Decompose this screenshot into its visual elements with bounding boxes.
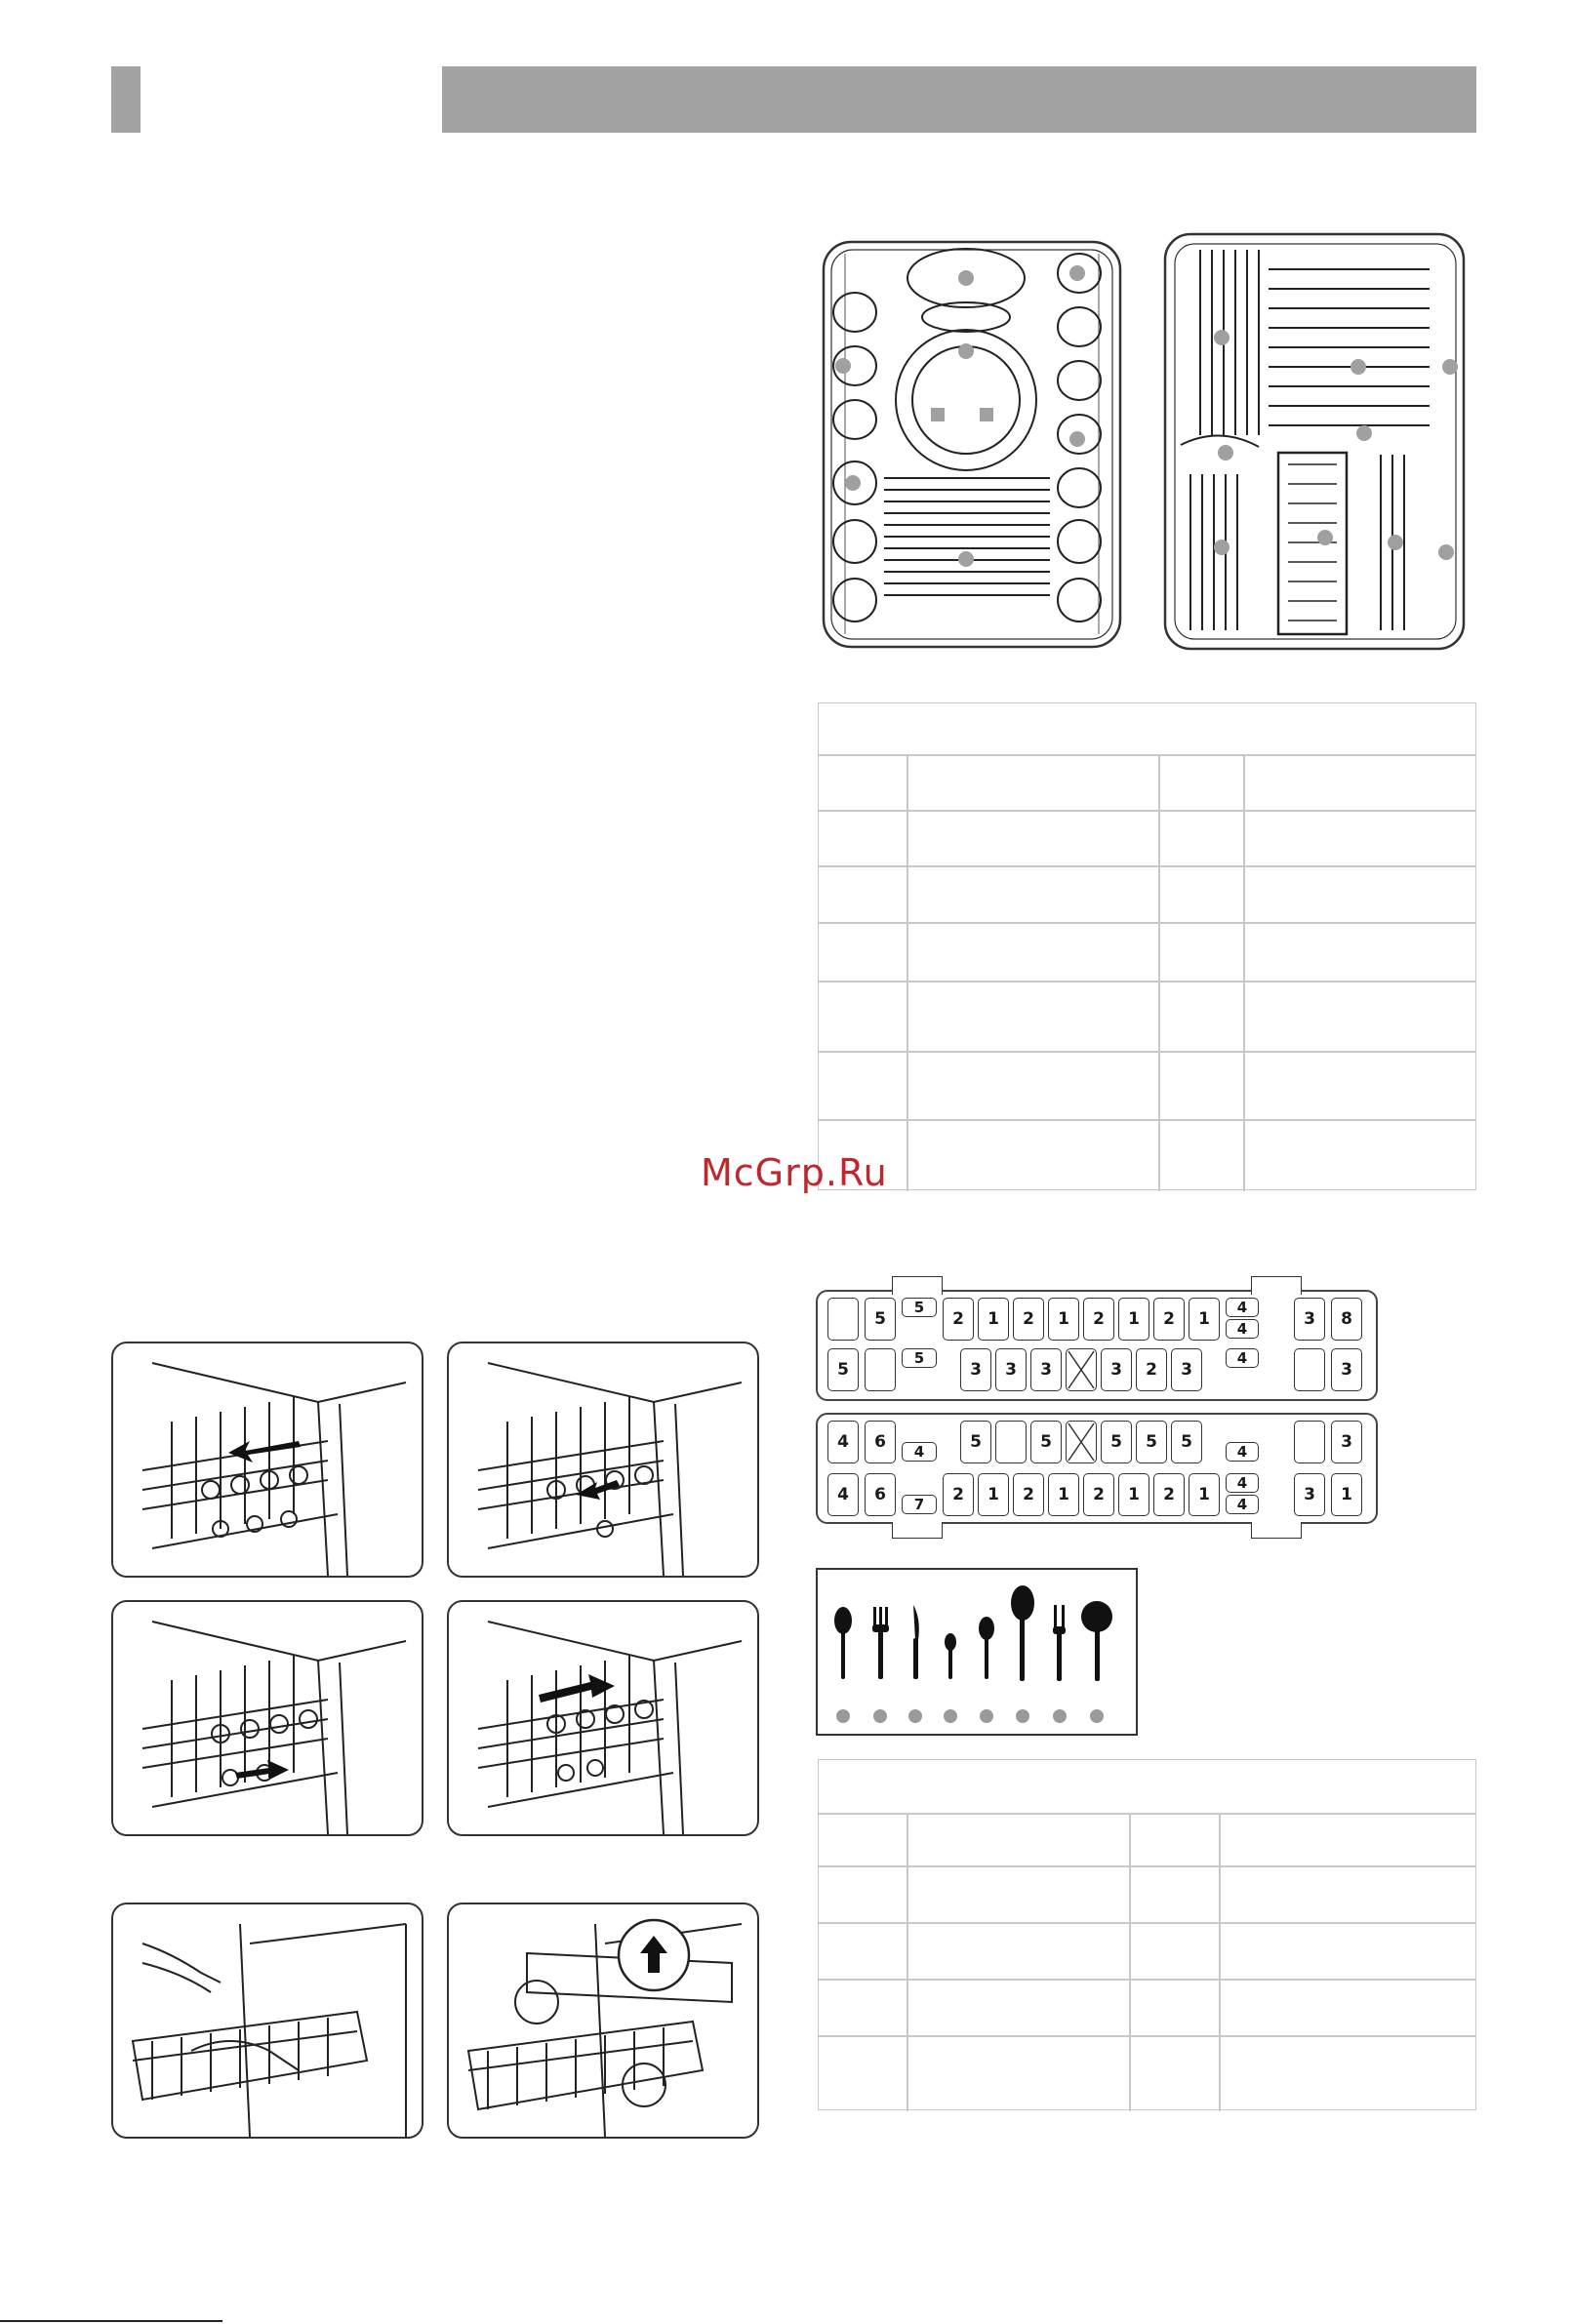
basket-slot: 2 (1013, 1473, 1044, 1516)
upper-rack-legend-table (818, 702, 1476, 1190)
basket-slot: 5 (960, 1421, 991, 1463)
basket-slot: 4 (1226, 1348, 1259, 1368)
basket-slot: 1 (1118, 1298, 1149, 1341)
basket-slot: 3 (1294, 1473, 1325, 1516)
basket-slot: 2 (1153, 1473, 1185, 1516)
basket-slot: 5 (1101, 1421, 1132, 1463)
header-tab-left (111, 66, 141, 133)
basket-slot: 4 (1226, 1473, 1259, 1493)
basket-slot (865, 1348, 896, 1391)
basket-slot: 6 (865, 1473, 896, 1516)
rack-adjust-figure-2 (447, 1903, 759, 2139)
cutlery-legend (816, 1568, 1138, 1736)
basket-slot: 4 (827, 1473, 859, 1516)
basket-slot: 3 (1294, 1298, 1325, 1341)
spoon-icon (834, 1607, 852, 1679)
basket-slot: 2 (1153, 1298, 1185, 1341)
header-bar-right (442, 66, 1476, 133)
rack-rail-figure-3 (111, 1600, 423, 1836)
cutlery-basket-top (816, 1270, 1378, 1403)
basket-slot (1294, 1421, 1325, 1463)
basket-slot: 1 (1048, 1298, 1079, 1341)
teaspoon-icon (945, 1633, 956, 1679)
rack-adjust-figure-1 (111, 1903, 423, 2139)
gravy-ladle-icon (1081, 1601, 1112, 1681)
watermark: McGrp.Ru (701, 1151, 888, 1194)
basket-slot (827, 1298, 859, 1341)
basket-slot: 1 (1189, 1473, 1220, 1516)
cutlery-basket-bottom (816, 1413, 1378, 1549)
upper-rack-loading-diagram (1161, 230, 1470, 655)
basket-slot: 3 (1030, 1348, 1062, 1391)
basket-slot: 3 (1101, 1348, 1132, 1391)
basket-slot: 4 (902, 1442, 937, 1462)
fork-icon (872, 1607, 889, 1679)
basket-slot: 3 (960, 1348, 991, 1391)
basket-slot: 1 (978, 1298, 1009, 1341)
cutlery-legend-table (818, 1759, 1476, 2110)
basket-slot (995, 1421, 1027, 1463)
basket-slot: 3 (1171, 1348, 1202, 1391)
basket-slot: 5 (1171, 1421, 1202, 1463)
basket-slot: 5 (1030, 1421, 1062, 1463)
basket-slot: 2 (1083, 1298, 1114, 1341)
basket-slot: 2 (943, 1298, 974, 1341)
basket-slot: 6 (865, 1421, 896, 1463)
basket-slot: 5 (827, 1348, 859, 1391)
basket-slot: 3 (1331, 1348, 1362, 1391)
basket-slot: 5 (1136, 1421, 1167, 1463)
basket-slot: 1 (1331, 1473, 1362, 1516)
basket-slot: 3 (1331, 1421, 1362, 1463)
basket-slot: 4 (827, 1421, 859, 1463)
basket-slot: 2 (1136, 1348, 1167, 1391)
footer-rule (0, 2320, 222, 2322)
lower-rack-loading-diagram (816, 234, 1128, 659)
basket-slot: 4 (1226, 1298, 1259, 1317)
basket-slot: 2 (1083, 1473, 1114, 1516)
rack-rail-figure-4 (447, 1600, 759, 1836)
basket-slot: 3 (995, 1348, 1027, 1391)
basket-slot: 7 (902, 1495, 937, 1514)
knife-icon (913, 1605, 919, 1679)
basket-slot: 1 (1048, 1473, 1079, 1516)
basket-slot (1294, 1348, 1325, 1391)
basket-slot: 2 (1013, 1298, 1044, 1341)
basket-slot: 8 (1331, 1298, 1362, 1341)
basket-slot: 5 (865, 1298, 896, 1341)
basket-slot: 5 (902, 1348, 937, 1368)
basket-slot: 5 (902, 1298, 937, 1317)
basket-slot: 1 (1189, 1298, 1220, 1341)
basket-slot: 4 (1226, 1442, 1259, 1462)
basket-slot: 4 (1226, 1319, 1259, 1339)
rack-rail-figure-2 (447, 1342, 759, 1578)
basket-slot: 4 (1226, 1495, 1259, 1514)
basket-slot: 1 (978, 1473, 1009, 1516)
basket-slot-crossed (1066, 1348, 1097, 1391)
dessert-spoon-icon (979, 1617, 994, 1679)
serving-spoon-icon (1011, 1585, 1034, 1681)
rack-rail-figure-1 (111, 1342, 423, 1578)
basket-slot: 1 (1118, 1473, 1149, 1516)
basket-slot: 2 (943, 1473, 974, 1516)
serving-fork-icon (1053, 1605, 1066, 1681)
basket-slot-crossed (1066, 1421, 1097, 1463)
